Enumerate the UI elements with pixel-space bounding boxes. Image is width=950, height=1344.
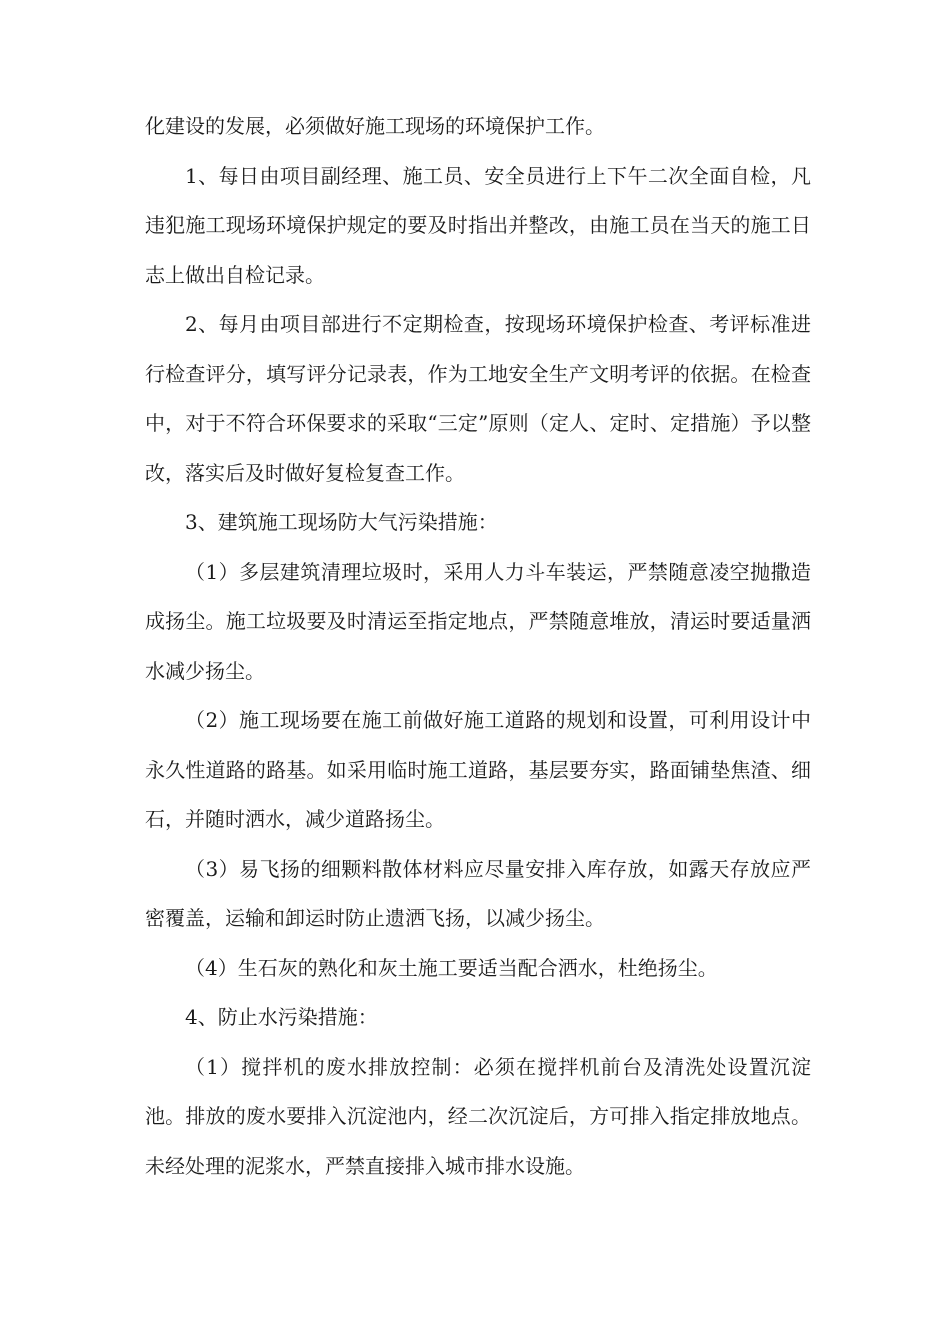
paragraph-air-pollution-heading: 3、建筑施工现场防大气污染措施： bbox=[185, 510, 498, 534]
paragraph-air-measure-3: （3）易飞扬的细颗料散体材料应尽量安排入库存放，如露天存放应严密覆盖，运输和卸运时防止遗洒飞扬，以减少扬尘。 bbox=[145, 856, 811, 930]
paragraph-intro-continuation: 化建设的发展，必须做好施工现场的环境保护工作。 bbox=[145, 114, 605, 138]
paragraph-water-measure-1: （1）搅拌机的废水排放控制：必须在搅拌机前台及清洗处设置沉淀池。排放的废水要排入沉淀池内，经二次沉淀后，方可排入指定排放地点。未经处理的泥浆水，严禁直接排入城市排水设施。 bbox=[145, 1054, 811, 1178]
paragraph-air-measure-2: （2）施工现场要在施工前做好施工道路的规划和设置，可利用设计中永久性道路的路基。如采用临时施工道路，基层要夯实，路面铺垫焦渣、细石，并随时洒水，减少道路扬尘。 bbox=[145, 708, 811, 831]
paragraph-water-pollution-heading: 4、防止水污染措施： bbox=[185, 1005, 378, 1029]
document-body bbox=[145, 102, 811, 1191]
paragraph-daily-self-inspection: 1、每日由项目副经理、施工员、安全员进行上下午二次全面自检，凡违犯施工现场环境保护规定的要及时指出并整改，由施工员在当天的施工日志上做出自检记录。 bbox=[145, 163, 811, 287]
paragraph-air-measure-1: （1）多层建筑清理垃圾时，采用人力斗车装运，严禁随意凌空抛撒造成扬尘。施工垃圾要及时清运至指定地点，严禁随意堆放，清运时要适量洒水减少扬尘。 bbox=[145, 559, 811, 683]
paragraph-monthly-inspection: 2、每月由项目部进行不定期检查，按现场环境保护检查、考评标准进行检查评分，填写评分记录表，作为工地安全生产文明考评的依据。在检查中，对于不符合环保要求的采取“三定”原则（定人、定时、定措施）予以整改，落实后及时做好复检复查工作。 bbox=[145, 312, 811, 485]
paragraph-air-measure-4: （4）生石灰的熟化和灰土施工要适当配合洒水，杜绝扬尘。 bbox=[185, 955, 718, 980]
